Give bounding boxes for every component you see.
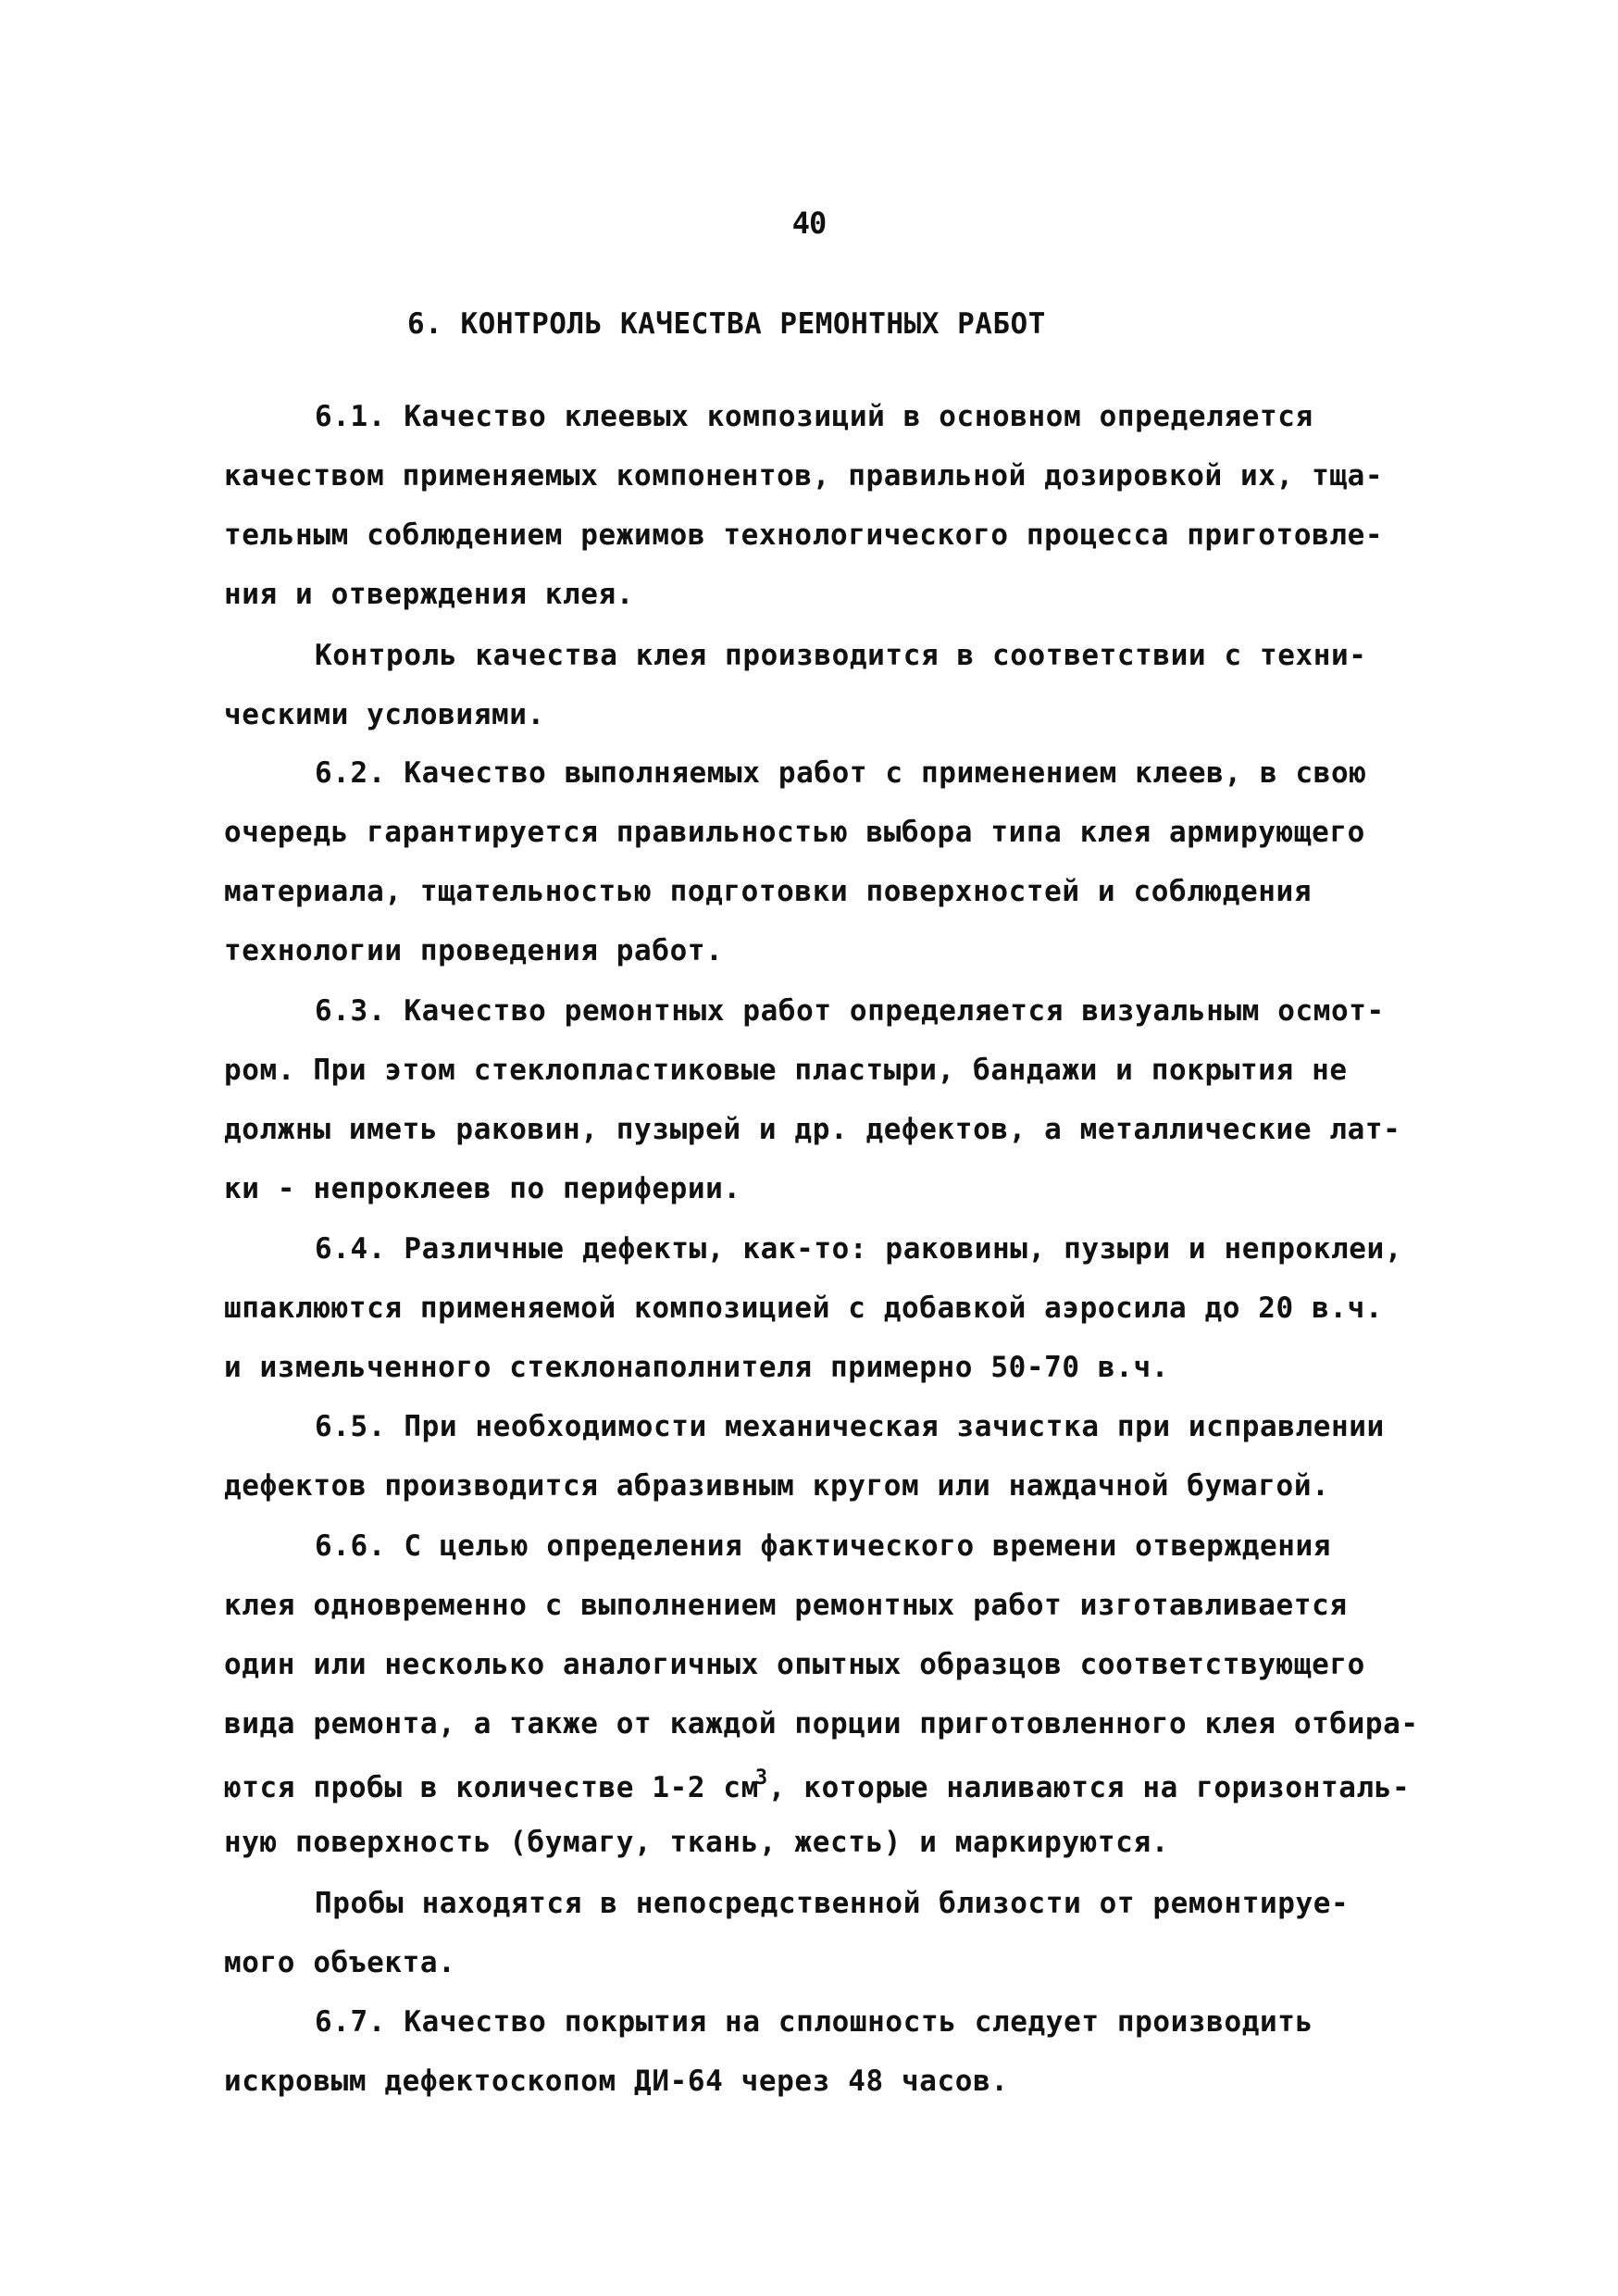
paragraph-control-line-1: Контроль качества клея производится в соответствии с техни-	[315, 639, 1367, 672]
paragraph-6-1-line-1: 6.1. Качество клеевых композиций в основном определяется	[315, 400, 1313, 433]
line-5-end: , которые наливаются на горизонталь-	[767, 1771, 1411, 1804]
section-heading: 6. КОНТРОЛЬ КАЧЕСТВА РЕМОНТНЫХ РАБОТ	[407, 307, 1046, 341]
paragraph-6-6-line-5	[224, 1766, 1410, 1804]
superscript-3: 3	[754, 1766, 768, 1790]
paragraph-6-4-line-2: шпаклюются применяемой композицией с добавкой аэросила до 20 в.ч.	[224, 1292, 1384, 1325]
paragraph-6-7-line-1: 6.7. Качество покрытия на сплошность следует производить	[315, 2005, 1313, 2039]
paragraph-6-7-line-2: искровым дефектоскопом ДИ-64 через 48 часов.	[224, 2065, 1009, 2098]
paragraph-6-6-line-1: 6.6. С целью определения фактического времени отверждения	[315, 1529, 1332, 1563]
paragraph-6-6-line-2: клея одновременно с выполнением ремонтных работ изготавливается	[224, 1589, 1348, 1622]
paragraph-samples-line-1: Пробы находятся в непосредственной близости от ремонтируе-	[315, 1887, 1350, 1920]
paragraph-6-3-line-1: 6.3. Качество ремонтных работ определяется визуальным осмот-	[315, 994, 1385, 1028]
line-5-start: ются пробы в количестве 1-2 см	[224, 1771, 759, 1804]
page-number: 40	[791, 206, 827, 241]
paragraph-6-4-line-3: и измельченного стеклонаполнителя примерно 50-70 в.ч.	[224, 1351, 1169, 1384]
paragraph-6-2-line-4: технологии проведения работ.	[224, 934, 724, 967]
paragraph-6-5-line-2: дефектов производится абразивным кругом или наждачной бумагой.	[224, 1469, 1330, 1503]
paragraph-6-6-line-6: ную поверхность (бумагу, ткань, жесть) и маркируются.	[224, 1826, 1169, 1859]
paragraph-6-1-line-4: ния и отверждения клея.	[224, 578, 635, 611]
paragraph-6-2-line-2: очередь гарантируется правильностью выбора типа клея армирующего	[224, 816, 1365, 849]
paragraph-6-1-line-3: тельным соблюдением режимов технологического процесса приготовле-	[224, 518, 1384, 552]
paragraph-6-5-line-1: 6.5. При необходимости механическая зачистка при исправлении	[315, 1410, 1385, 1443]
paragraph-6-3-line-2: ром. При этом стеклопластиковые пластыри, бандажи и покрытия не	[224, 1054, 1348, 1087]
paragraph-6-1-line-2: качеством применяемых компонентов, правильной дозировкой их, тща-	[224, 459, 1384, 493]
paragraph-6-3-line-3: должны иметь раковин, пузырей и др. дефектов, а металлические лат-	[224, 1113, 1401, 1146]
paragraph-6-4-line-1: 6.4. Различные дефекты, как-то: раковины, пузыри и непроклеи,	[315, 1232, 1403, 1266]
paragraph-6-6-line-3: один или несколько аналогичных опытных образцов соответствующего	[224, 1648, 1365, 1681]
paragraph-6-6-line-4: вида ремонта, а также от каждой порции приготовленного клея отбира-	[224, 1707, 1419, 1741]
paragraph-6-2-line-1: 6.2. Качество выполняемых работ с применением клеев, в свою	[315, 756, 1367, 790]
paragraph-6-3-line-4: ки - непроклеев по периферии.	[224, 1172, 741, 1205]
paragraph-control-line-2: ческими условиями.	[224, 698, 545, 731]
paragraph-6-2-line-3: материала, тщательностью подготовки поверхностей и соблюдения	[224, 875, 1313, 908]
paragraph-samples-line-2: мого объекта.	[224, 1946, 456, 1979]
